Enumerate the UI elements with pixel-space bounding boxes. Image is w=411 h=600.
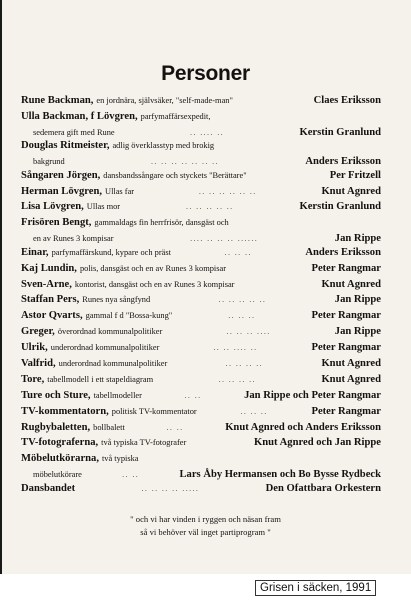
role-description: parfymaffärsexpedit, — [140, 111, 211, 121]
role-name: TV-kommentatorn, — [21, 405, 109, 417]
leader-dots: .. .. .... .. — [213, 343, 258, 353]
actor-name: Knut Agnred och Jan Rippe — [254, 437, 381, 449]
actor-name: Kerstin Granlund — [299, 201, 381, 213]
leader-dots: .. .. .. — [228, 311, 256, 321]
actor-name: Jan Rippe — [334, 326, 381, 338]
actor-name: Jan Rippe och Peter Rangmar — [244, 389, 381, 401]
role-description: parfymaffärskund, kypare och präst — [51, 247, 171, 257]
role-description: tabellmodeller — [93, 390, 142, 400]
leader-dots: .. .. .. .. .. — [218, 295, 267, 305]
actor-name: Knut Agnred och Anders Eriksson — [225, 421, 381, 433]
actor-name: Jan Rippe — [334, 294, 381, 306]
role-name: Douglas Ritmeister, — [21, 140, 110, 152]
leader-dots: .. .. — [184, 390, 202, 400]
cast-row — [21, 294, 381, 310]
role-description: polis, dansgäst och en av Runes 3 kompisar — [79, 263, 227, 273]
cast-row — [21, 95, 381, 111]
cast-row — [21, 469, 381, 483]
cast-row — [21, 140, 381, 156]
role-description: underordnad kommunalpolitiker — [50, 343, 160, 353]
role-description: adlig överklasstyp med brokig — [112, 141, 215, 151]
role-name: Kaj Lundin, — [21, 262, 77, 274]
role-name: TV-fotograferna, — [21, 437, 99, 449]
leader-dots: .... .. .. .. ...... — [190, 234, 259, 244]
cast-row — [21, 453, 381, 469]
cast-row — [21, 406, 381, 422]
leader-dots: .. .. .. .. — [225, 358, 264, 368]
role-description: två typiska TV-fotografer — [101, 438, 187, 448]
role-description: tabellmodell i ett stapeldiagram — [47, 374, 154, 384]
role-description: underordnad kommunalpolitiker — [58, 358, 168, 368]
cast-row — [21, 263, 381, 279]
role-description: Ullas mor — [86, 202, 121, 212]
cast-row — [21, 358, 381, 374]
role-description: gammal f d "Bossa-kung" — [85, 311, 173, 321]
role-name: Rune Backman, — [21, 95, 94, 106]
image-caption: Grisen i säcken, 1991 — [255, 580, 376, 596]
role-description: Ullas far — [105, 186, 135, 196]
role-description: Runes nya sångfynd — [82, 295, 151, 305]
actor-name: Kerstin Granlund — [299, 126, 381, 138]
leader-dots: .. .. .. .. .. .. — [198, 186, 257, 196]
leader-dots: .. .. .. — [240, 406, 268, 416]
cast-row — [21, 127, 381, 141]
cast-row — [21, 217, 381, 233]
role-name: Rugbybaletten, — [21, 421, 91, 433]
actor-name: Peter Rangmar — [311, 342, 381, 354]
actor-name: Claes Eriksson — [313, 95, 381, 106]
actor-name: Jan Rippe — [334, 233, 381, 245]
quote-line-2: så vi behöver väl inget partiprogram " — [140, 527, 271, 537]
role-description: gammaldags fin herrfrisör, dansgäst och — [94, 218, 229, 228]
role-name: Sven-Arne, — [21, 278, 72, 290]
cast-row — [21, 111, 381, 127]
cast-row — [21, 326, 381, 342]
cast-row — [21, 422, 381, 438]
cast-row — [21, 279, 381, 295]
actor-name: Anders Eriksson — [305, 156, 381, 168]
role-description-continued: en av Runes 3 kompisar — [33, 234, 114, 244]
actor-name: Peter Rangmar — [311, 405, 381, 417]
cast-row — [21, 247, 381, 263]
role-name: Ulla Backman, f Lövgren, — [21, 110, 138, 122]
actor-name: Knut Agnred — [321, 278, 381, 290]
role-description: dansbandssångare och styckets "Berättare" — [103, 170, 247, 180]
role-name: Dansbandet — [21, 482, 76, 494]
role-description-continued: bakgrund — [33, 157, 65, 167]
role-name: Ture och Sture, — [21, 389, 91, 401]
role-name: Frisören Bengt, — [21, 217, 92, 229]
role-name: Sångaren Jörgen, — [21, 169, 101, 181]
cast-row — [21, 374, 381, 390]
role-name: Staffan Pers, — [21, 294, 80, 306]
cast-row — [21, 170, 381, 186]
role-name: Herman Lövgren, — [21, 185, 103, 197]
role-description: två typiska — [101, 454, 139, 464]
role-description: politisk TV-kommentator — [111, 406, 197, 416]
role-description: en jordnära, självsäker, "self-made-man" — [96, 96, 233, 105]
cast-row — [21, 156, 381, 170]
actor-name: Knut Agnred — [321, 357, 381, 369]
leader-dots: .. .. — [166, 422, 184, 432]
leader-dots: .. .... .. — [190, 127, 225, 137]
role-name: Einar, — [21, 246, 49, 258]
actor-name: Peter Rangmar — [311, 310, 381, 322]
cast-row — [21, 186, 381, 202]
cast-row — [21, 233, 381, 247]
actor-name: Lars Åby Hermansen och Bo Bysse Rydbeck — [179, 469, 381, 481]
actor-name: Den Ofattbara Orkestern — [265, 482, 381, 494]
role-name: Astor Qvarts, — [21, 310, 83, 322]
role-description: kontorist, dansgäst och en av Runes 3 kompisar — [74, 279, 235, 289]
cast-row — [21, 342, 381, 358]
cast-row — [21, 310, 381, 326]
leader-dots: .. .. .. .... — [226, 327, 271, 337]
actor-name: Peter Rangmar — [311, 262, 381, 274]
cast-row — [21, 483, 381, 499]
role-description-continued: möbelutkörare — [33, 470, 82, 480]
leader-dots: .. .. — [122, 470, 140, 480]
role-description: bollbalett — [93, 422, 125, 432]
leader-dots: .. .. .. .. — [218, 374, 256, 384]
page-edge — [0, 0, 2, 600]
cast-list — [21, 95, 381, 499]
role-description-continued: sedemera gift med Rune — [33, 127, 115, 137]
leader-dots: .. .. .. — [224, 247, 252, 257]
role-name: Lisa Lövgren, — [21, 201, 84, 213]
lyric-quote — [0, 513, 411, 539]
leader-dots: .. .. .. .. .. .. .. — [150, 157, 219, 167]
actor-name: Knut Agnred — [321, 373, 381, 385]
role-name: Möbelutkörarna, — [21, 453, 99, 465]
role-description: överordnad kommunalpolitiker — [57, 327, 163, 337]
page-title: Personer — [161, 62, 250, 85]
role-name: Tore, — [21, 373, 45, 385]
actor-name: Knut Agnred — [321, 185, 381, 197]
quote-line-1: " och vi har vinden i ryggen och näsan fram — [130, 514, 281, 524]
actor-name: Anders Eriksson — [305, 246, 381, 258]
cast-row — [21, 390, 381, 406]
role-name: Ulrik, — [21, 342, 48, 354]
role-name: Greger, — [21, 326, 55, 338]
actor-name: Per Fritzell — [329, 169, 381, 181]
cast-row — [21, 437, 381, 453]
leader-dots: .. .. .. .. ..... — [141, 483, 200, 493]
cast-row — [21, 201, 381, 217]
leader-dots: .. .. .. .. .. — [185, 202, 234, 212]
role-name: Valfrid, — [21, 357, 56, 369]
